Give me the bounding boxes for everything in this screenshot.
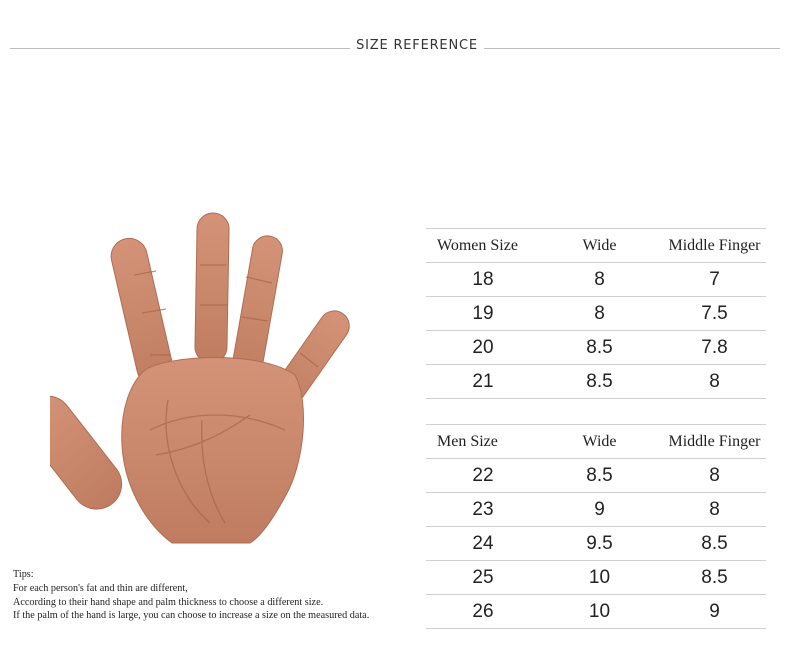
tips-block [13,568,423,623]
size-cell: 26 [472,601,494,622]
table-row [426,262,766,296]
header-divider-right [484,48,780,49]
wide-cell: 8 [594,269,605,290]
wide-cell: 8.5 [586,371,613,392]
table-row [426,330,766,364]
header-cell: Wide [582,433,617,450]
tips-title: Tips: [13,569,34,580]
table-row [426,492,766,526]
middle-finger-cell: 7 [709,269,720,290]
tips-line: If the palm of the hand is large, you can choose to increase a size on the measured data. [13,610,370,622]
table-row [426,594,766,629]
tips-line: For each person's fat and thin are different, [13,582,188,594]
header-cell: Middle Finger [668,237,761,254]
table-row [426,364,766,399]
table-row [426,526,766,560]
middle-finger-cell: 8 [709,371,720,392]
wide-cell: 8.5 [586,337,613,358]
middle-finger-cell: 9 [709,601,720,622]
table-row [426,296,766,330]
section-header [0,36,790,60]
middle-finger-cell: 8.5 [701,567,728,588]
wide-cell: 9 [594,499,605,520]
middle-finger-cell: 7.5 [701,303,728,324]
size-cell: 22 [472,465,494,486]
table-header-row [426,228,766,262]
wide-cell: 8.5 [586,465,613,486]
tips-line: According to their hand shape and palm thickness to choose a different size. [13,596,324,608]
middle-finger-cell: 8 [709,499,720,520]
middle-finger-cell: 8 [709,465,720,486]
wide-cell: 9.5 [586,533,613,554]
size-cell: 18 [472,269,494,290]
size-cell: 23 [472,499,494,520]
header-cell: Men Size [437,433,498,450]
wide-cell: 10 [588,567,611,588]
section-title: SIZE REFERENCE [356,38,478,53]
wide-cell: 10 [588,601,611,622]
size-cell: 21 [472,371,494,392]
middle-finger-cell: 7.8 [701,337,728,358]
header-cell: Women Size [437,237,518,254]
middle-finger-cell: 8.5 [701,533,728,554]
wide-cell: 8 [594,303,605,324]
women-size-table [426,228,766,399]
size-cell: 19 [472,303,494,324]
size-cell: 24 [472,533,494,554]
header-cell: Middle Finger [668,433,761,450]
men-size-table [426,424,766,629]
size-cell: 20 [472,337,494,358]
table-row [426,458,766,492]
header-divider-left [10,48,350,49]
table-row [426,560,766,594]
hand-illustration [50,205,360,545]
size-cell: 25 [472,567,494,588]
table-header-row [426,424,766,458]
header-cell: Wide [582,237,617,254]
